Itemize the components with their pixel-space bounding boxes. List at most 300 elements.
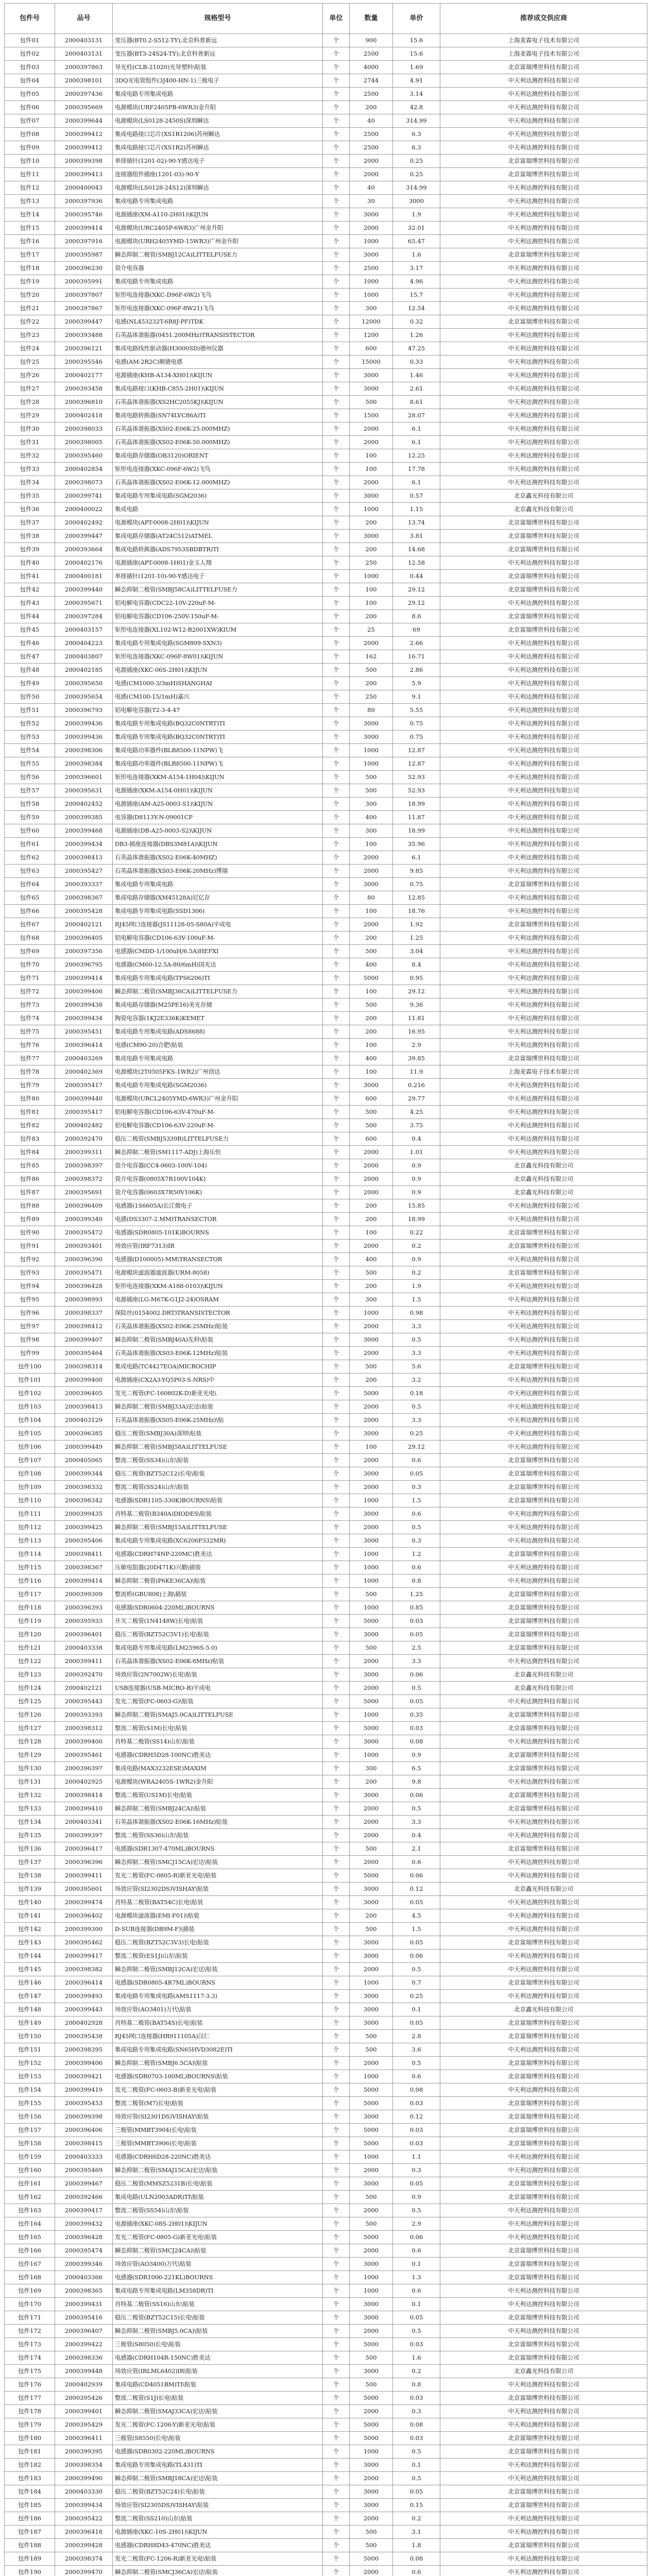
cell-unit: 个: [323, 1816, 350, 1829]
cell-package-no: 包件94: [5, 1280, 55, 1293]
cell-spec-model: 电感器(CDRH5D28-100NC)胜美达: [113, 1749, 323, 1762]
cell-item-code: 2000399340: [55, 1213, 113, 1226]
cell-recommended-supplier: 北京富瑞博世科技有限公司: [440, 1708, 647, 1722]
table-row: [5, 2459, 647, 2472]
cell-quantity: 500: [350, 784, 393, 798]
cell-quantity: 5000: [350, 2338, 393, 2351]
cell-unit-price: 0.6: [393, 2284, 440, 2298]
cell-item-code: 2000396405: [55, 1387, 113, 1400]
cell-recommended-supplier: 北京富瑞博世科技有限公司: [440, 1762, 647, 1775]
cell-item-code: 2000402121: [55, 918, 113, 931]
cell-item-code: 2000396401: [55, 1628, 113, 1641]
cell-unit: 个: [323, 2445, 350, 2459]
table-row: [5, 1494, 647, 1507]
cell-package-no: 包件176: [5, 2378, 55, 2392]
cell-unit: 个: [323, 1132, 350, 1146]
cell-recommended-supplier: 中天利达测控科技有限公司: [440, 449, 647, 463]
cell-unit: 个: [323, 342, 350, 355]
cell-unit-price: 1.2: [393, 1548, 440, 1561]
cell-quantity: 3000: [350, 382, 393, 396]
cell-quantity: 5000: [350, 2124, 393, 2137]
cell-unit: 个: [323, 1065, 350, 1079]
cell-item-code: 2000398397: [55, 1159, 113, 1173]
cell-item-code: 2000402492: [55, 516, 113, 530]
cell-unit-price: 11.9: [393, 1065, 440, 1079]
table-row: [5, 382, 647, 396]
cell-spec-model: 铝电解电容器(T2-3-4-47: [113, 704, 323, 717]
table-row: [5, 369, 647, 382]
cell-spec-model: 电感器(SDR0703-100ML)BOURNS\贴装: [113, 2070, 323, 2083]
cell-unit: 个: [323, 2204, 350, 2217]
cell-quantity: 40: [350, 181, 393, 195]
table-row: [5, 181, 647, 195]
cell-package-no: 包件66: [5, 905, 55, 918]
cell-item-code: 2000398395: [55, 2043, 113, 2057]
header-unit: 单位: [323, 4, 350, 34]
cell-item-code: 2000397867: [55, 302, 113, 315]
cell-package-no: 包件88: [5, 1199, 55, 1213]
table-row: [5, 2137, 647, 2150]
cell-spec-model: 场效应管(SI2301DS)VISHAY\贴装: [113, 2110, 323, 2124]
cell-package-no: 包件96: [5, 1307, 55, 1320]
cell-package-no: 包件99: [5, 1347, 55, 1360]
cell-unit-price: 2.66: [393, 637, 440, 650]
cell-package-no: 包件173: [5, 2338, 55, 2351]
cell-unit: 个: [323, 1146, 350, 1159]
table-row: [5, 1039, 647, 1052]
cell-recommended-supplier: 北京富瑞博世科技有限公司: [440, 570, 647, 583]
cell-recommended-supplier: 北京富瑞博世科技有限公司: [440, 1749, 647, 1762]
cell-spec-model: 石英晶体谐振器(XS02-E06K-12.000MHZ): [113, 476, 323, 489]
cell-quantity: 1000: [350, 2070, 393, 2083]
cell-spec-model: 集成电路专用集成电路: [113, 195, 323, 208]
cell-package-no: 包件68: [5, 931, 55, 945]
table-row: [5, 985, 647, 998]
cell-unit: 个: [323, 690, 350, 704]
cell-unit: 个: [323, 1374, 350, 1387]
cell-unit-price: 29.12: [393, 583, 440, 597]
cell-spec-model: 电感器(CDRH8D43-470NC)胜美达: [113, 2539, 323, 2552]
cell-recommended-supplier: 中天利达测控科技有限公司: [440, 690, 647, 704]
table-row: [5, 2298, 647, 2311]
table-row: [5, 637, 647, 650]
cell-spec-model: 电感(CM1000-3/3mH)SHANGHAI: [113, 677, 323, 690]
cell-package-no: 包件102: [5, 1387, 55, 1400]
cell-recommended-supplier: 中天利达测控科技有限公司: [440, 2378, 647, 2392]
cell-unit: 个: [323, 891, 350, 905]
cell-unit: 个: [323, 1253, 350, 1266]
table-row: [5, 2432, 647, 2445]
cell-recommended-supplier: 北京富瑞博世科技有限公司: [440, 168, 647, 181]
cell-recommended-supplier: 中天利达测控科技有限公司: [440, 114, 647, 128]
cell-unit-price: 0.6: [393, 2244, 440, 2258]
cell-quantity: 5000: [350, 972, 393, 985]
cell-unit-price: 3.3: [393, 1414, 440, 1427]
table-row: [5, 931, 647, 945]
cell-spec-model: 瞬态抑制二极管(SMBJ15A)LITTELFUSE: [113, 1521, 323, 1534]
cell-recommended-supplier: 中天利达测控科技有限公司: [440, 731, 647, 744]
cell-package-no: 包件157: [5, 2124, 55, 2137]
cell-spec-model: 稳压二极管(BZT52C5V1)长电\贴装: [113, 1628, 323, 1641]
table-row: [5, 824, 647, 838]
table-row: [5, 1521, 647, 1534]
cell-unit: 个: [323, 2030, 350, 2043]
cell-unit-price: 2.9: [393, 1039, 440, 1052]
cell-quantity: 2000: [350, 851, 393, 865]
cell-unit: 个: [323, 422, 350, 436]
cell-recommended-supplier: 中天利达测控科技有限公司: [440, 1856, 647, 1869]
table-row: [5, 2070, 647, 2083]
cell-unit-price: 0.12: [393, 2110, 440, 2124]
cell-quantity: 1000: [350, 1574, 393, 1588]
cell-item-code: 2000398354: [55, 2459, 113, 2472]
cell-item-code: 2000402418: [55, 409, 113, 422]
cell-unit: 个: [323, 757, 350, 771]
cell-unit-price: 0.2: [393, 2512, 440, 2526]
cell-unit: 个: [323, 195, 350, 208]
cell-quantity: 200: [350, 1280, 393, 1293]
cell-quantity: 3000: [350, 2258, 393, 2271]
cell-package-no: 包件48: [5, 664, 55, 677]
cell-quantity: 200: [350, 543, 393, 556]
cell-quantity: 3000: [350, 530, 393, 543]
cell-item-code: 2000398306: [55, 744, 113, 757]
cell-item-code: 2000395469: [55, 2164, 113, 2177]
cell-spec-model: 电源插座(LG-M67K-G1J2-24)OSRAM: [113, 1293, 323, 1307]
table-row: [5, 1159, 647, 1173]
cell-quantity: 200: [350, 1213, 393, 1226]
cell-package-no: 包件75: [5, 1025, 55, 1039]
cell-unit-price: 0.3: [393, 2405, 440, 2418]
cell-item-code: 2000395429: [55, 2418, 113, 2432]
cell-recommended-supplier: 北京富瑞博世科技有限公司: [440, 1454, 647, 1467]
cell-unit: 个: [323, 1333, 350, 1347]
table-row: [5, 2392, 647, 2405]
cell-spec-model: 铝电解电容器(CD106-63V-220uF-M-: [113, 1119, 323, 1132]
cell-unit: 个: [323, 1414, 350, 1427]
table-row: [5, 1561, 647, 1574]
table-row: [5, 2016, 647, 2030]
cell-unit: 个: [323, 905, 350, 918]
table-row: [5, 556, 647, 570]
cell-package-no: 包件61: [5, 838, 55, 851]
cell-unit-price: 9.36: [393, 998, 440, 1012]
cell-unit: 个: [323, 972, 350, 985]
cell-package-no: 包件23: [5, 329, 55, 342]
cell-unit-price: 0.03: [393, 1615, 440, 1628]
cell-unit: 个: [323, 1467, 350, 1481]
cell-unit-price: 2.5: [393, 1641, 440, 1655]
cell-quantity: 100: [350, 1065, 393, 1079]
cell-unit-price: 29.12: [393, 597, 440, 610]
cell-quantity: 5000: [350, 2097, 393, 2110]
table-row: [5, 623, 647, 637]
cell-item-code: 2000395451: [55, 1025, 113, 1039]
cell-unit: 个: [323, 1092, 350, 1106]
cell-recommended-supplier: 中天利达测控科技有限公司: [440, 838, 647, 851]
cell-unit-price: 6.1: [393, 851, 440, 865]
cell-spec-model: 石英晶体谐振器(XS02-E06K-40MHZ): [113, 851, 323, 865]
cell-spec-model: 导光柱(CLB-21020)光导塑料\贴装: [113, 61, 323, 74]
cell-package-no: 包件01: [5, 34, 55, 47]
cell-package-no: 包件06: [5, 101, 55, 114]
cell-spec-model: 整流二极管(SS24)山东\贴装: [113, 1481, 323, 1494]
cell-recommended-supplier: 北京富瑞博世科技有限公司: [440, 1467, 647, 1481]
cell-quantity: 3000: [350, 2003, 393, 2016]
cell-item-code: 2000399395: [55, 2445, 113, 2459]
cell-recommended-supplier: 北京富瑞博世科技有限公司: [440, 1226, 647, 1240]
cell-spec-model: 电感(CM100-15/1mH)嘉兴: [113, 690, 323, 704]
cell-unit-price: 8.4: [393, 958, 440, 972]
table-row: [5, 1909, 647, 1923]
cell-package-no: 包件174: [5, 2351, 55, 2365]
cell-recommended-supplier: 中天利达测控科技有限公司: [440, 1374, 647, 1387]
cell-spec-model: 石英晶体谐振器(XS03-E06K-12MHz)贴装: [113, 1347, 323, 1360]
cell-package-no: 包件72: [5, 985, 55, 998]
cell-package-no: 包件129: [5, 1749, 55, 1762]
table-row: [5, 2204, 647, 2217]
cell-unit: 个: [323, 1883, 350, 1896]
table-row: [5, 1548, 647, 1561]
cell-recommended-supplier: 中天利达测控科技有限公司: [440, 369, 647, 382]
cell-unit-price: 0.9: [393, 1186, 440, 1199]
cell-spec-model: 三极管(MMBT3906)长电\贴装: [113, 2137, 323, 2150]
cell-recommended-supplier: 北京富瑞博世科技有限公司: [440, 2191, 647, 2204]
cell-item-code: 2000396795: [55, 958, 113, 972]
table-row: [5, 1963, 647, 1976]
cell-spec-model: 整流二极管(SS34)山东\贴装: [113, 1454, 323, 1467]
cell-item-code: 2000398415: [55, 2137, 113, 2150]
cell-item-code: 2000398374: [55, 2552, 113, 2566]
cell-unit-price: 1.3: [393, 2271, 440, 2284]
cell-unit-price: 0.57: [393, 489, 440, 503]
cell-unit: 个: [323, 824, 350, 838]
cell-unit: 个: [323, 2043, 350, 2057]
cell-unit-price: 0.25: [393, 168, 440, 181]
cell-package-no: 包件79: [5, 1079, 55, 1092]
cell-spec-model: 电感(NL453232T-6R8J-PF)TDK: [113, 315, 323, 329]
cell-package-no: 包件180: [5, 2432, 55, 2445]
cell-item-code: 2000398337: [55, 1307, 113, 1320]
cell-package-no: 包件63: [5, 865, 55, 878]
cell-unit-price: 1.92: [393, 918, 440, 931]
cell-recommended-supplier: 中天利达测控科技有限公司: [440, 476, 647, 489]
cell-package-no: 包件139: [5, 1883, 55, 1896]
cell-spec-model: 矩形电连接器(XKC-096F-6W2)飞鸟: [113, 463, 323, 476]
cell-item-code: 2000398384: [55, 757, 113, 771]
table-row: [5, 1923, 647, 1936]
table-row: [5, 891, 647, 905]
cell-unit-price: 35.96: [393, 838, 440, 851]
cell-unit: 个: [323, 1307, 350, 1320]
cell-unit-price: 0.6: [393, 2070, 440, 2083]
cell-recommended-supplier: 中天利达测控科技有限公司: [440, 1400, 647, 1414]
cell-unit: 个: [323, 355, 350, 369]
table-row: [5, 1012, 647, 1025]
cell-recommended-supplier: 中天利达测控科技有限公司: [440, 422, 647, 436]
cell-unit: 个: [323, 637, 350, 650]
cell-item-code: 2000395631: [55, 784, 113, 798]
cell-item-code: 2000399414: [55, 222, 113, 235]
cell-package-no: 包件160: [5, 2164, 55, 2177]
cell-unit: 个: [323, 1789, 350, 1802]
cell-unit: 个: [323, 329, 350, 342]
cell-recommended-supplier: 北京富瑞博世科技有限公司: [440, 315, 647, 329]
table-row: [5, 235, 647, 248]
cell-spec-model: 稳压二极管(BZT52C24)长电\贴装: [113, 2485, 323, 2499]
cell-quantity: 5000: [350, 2137, 393, 2150]
cell-unit: 个: [323, 1749, 350, 1762]
cell-recommended-supplier: 中天利达测控科技有限公司: [440, 2325, 647, 2338]
cell-quantity: 2500: [350, 47, 393, 61]
cell-recommended-supplier: 北京富瑞博世科技有限公司: [440, 2258, 647, 2271]
cell-unit: 个: [323, 1588, 350, 1601]
cell-quantity: 1000: [350, 2445, 393, 2459]
table-row: [5, 2445, 647, 2459]
cell-recommended-supplier: 中天利达测控科技有限公司: [440, 1990, 647, 2003]
cell-spec-model: 电源模块(URH2405YMD-15WR3)广州金升阳: [113, 235, 323, 248]
table-row: [5, 2124, 647, 2137]
table-row: [5, 1655, 647, 1668]
cell-recommended-supplier: 中天利达测控科技有限公司: [440, 744, 647, 757]
table-row: [5, 1199, 647, 1213]
cell-unit-price: 0.9: [393, 2191, 440, 2204]
cell-spec-model: RJ45网口连接器(JS11128-05-S80A)宇成电: [113, 918, 323, 931]
cell-package-no: 包件71: [5, 972, 55, 985]
cell-unit-price: 1.46: [393, 369, 440, 382]
cell-item-code: 2000398073: [55, 476, 113, 489]
cell-package-no: 包件04: [5, 74, 55, 88]
cell-item-code: 2000396396: [55, 1856, 113, 1869]
cell-spec-model: 铝电解电容器(CD106-250V-150uF-M-: [113, 610, 323, 623]
cell-recommended-supplier: 中天利达测控科技有限公司: [440, 1199, 647, 1213]
cell-unit-price: 0.33: [393, 355, 440, 369]
cell-quantity: 1000: [350, 1749, 393, 1762]
table-row: [5, 329, 647, 342]
cell-unit-price: 1.25: [393, 1588, 440, 1601]
cell-unit: 个: [323, 1266, 350, 1280]
cell-quantity: 3000: [350, 1896, 393, 1909]
cell-spec-model: 集成电路专用集成电路(AMS1117-3.3): [113, 1990, 323, 2003]
table-row: [5, 114, 647, 128]
cell-recommended-supplier: 北京富瑞博世科技有限公司: [440, 1481, 647, 1494]
cell-unit-price: 12.54: [393, 302, 440, 315]
cell-item-code: 2000402177: [55, 369, 113, 382]
cell-spec-model: 稳压二极管(BZT52C12)长电\贴装: [113, 1467, 323, 1481]
cell-package-no: 包件70: [5, 958, 55, 972]
cell-quantity: 3000: [350, 1079, 393, 1092]
cell-spec-model: 集成电路专用集成电路(SGM2036): [113, 489, 323, 503]
cell-recommended-supplier: 中天利达测控科技有限公司: [440, 1092, 647, 1106]
cell-package-no: 包件15: [5, 222, 55, 235]
table-row: [5, 275, 647, 289]
cell-quantity: 3000: [350, 1936, 393, 1950]
cell-unit-price: 0.3: [393, 2164, 440, 2177]
cell-unit-price: 0.25: [393, 155, 440, 168]
cell-package-no: 包件152: [5, 2057, 55, 2070]
cell-quantity: 5000: [350, 1615, 393, 1628]
cell-item-code: 2000398005: [55, 436, 113, 449]
cell-unit-price: 0.5: [393, 1802, 440, 1816]
cell-package-no: 包件95: [5, 1293, 55, 1307]
cell-recommended-supplier: 北京富瑞博世科技有限公司: [440, 1722, 647, 1735]
cell-unit: 个: [323, 744, 350, 757]
cell-item-code: 2000395460: [55, 449, 113, 463]
cell-spec-model: 集成电路存储器(XM45128A)尼亿存: [113, 891, 323, 905]
cell-spec-model: 电源插座(DB-A25-0003-S2)\KIJUN: [113, 824, 323, 838]
cell-unit: 个: [323, 2016, 350, 2030]
table-row: [5, 1507, 647, 1521]
table-row: [5, 1628, 647, 1641]
cell-item-code: 2000399428: [55, 2539, 113, 2552]
cell-package-no: 包件112: [5, 1521, 55, 1534]
cell-item-code: 2000392466: [55, 2191, 113, 2204]
cell-item-code: 2000396417: [55, 1842, 113, 1856]
cell-unit: 个: [323, 530, 350, 543]
table-row: [5, 1320, 647, 1333]
table-row: [5, 1280, 647, 1293]
cell-quantity: 2000: [350, 1320, 393, 1333]
cell-quantity: 3000: [350, 1467, 393, 1481]
cell-quantity: 3000: [350, 1333, 393, 1347]
cell-recommended-supplier: 北京富瑞博世科技有限公司: [440, 155, 647, 168]
cell-quantity: 12000: [350, 315, 393, 329]
cell-package-no: 包件154: [5, 2083, 55, 2097]
cell-unit-price: 0.12: [393, 1883, 440, 1896]
cell-quantity: 2000: [350, 436, 393, 449]
cell-package-no: 包件74: [5, 1012, 55, 1025]
cell-package-no: 包件165: [5, 2231, 55, 2244]
cell-quantity: 500: [350, 771, 393, 784]
cell-recommended-supplier: 北京富瑞博世科技有限公司: [440, 2070, 647, 2083]
cell-unit: 个: [323, 235, 350, 248]
table-row: [5, 1990, 647, 2003]
cell-quantity: 100: [350, 985, 393, 998]
cell-quantity: 500: [350, 2378, 393, 2392]
cell-spec-model: 整流二极管(SS36)山东\贴装: [113, 1829, 323, 1842]
table-row: [5, 1588, 647, 1601]
cell-quantity: 3000: [350, 2311, 393, 2325]
cell-unit: 个: [323, 1615, 350, 1628]
cell-unit-price: 0.8: [393, 2378, 440, 2392]
cell-unit: 个: [323, 2392, 350, 2405]
cell-recommended-supplier: 北京富瑞博世科技有限公司: [440, 2539, 647, 2552]
table-row: [5, 958, 647, 972]
cell-unit-price: 1.9: [393, 208, 440, 222]
cell-package-no: 包件120: [5, 1628, 55, 1641]
cell-recommended-supplier: 中天利达测控科技有限公司: [440, 2405, 647, 2418]
cell-recommended-supplier: 北京富瑞博世科技有限公司: [440, 2244, 647, 2258]
cell-quantity: 200: [350, 516, 393, 530]
cell-unit-price: 0.1: [393, 2298, 440, 2311]
cell-unit-price: 1.5: [393, 1293, 440, 1307]
cell-spec-model: 变压器(BT3-24S24-TY);北京科普新远: [113, 47, 323, 61]
cell-unit-price: 0.05: [393, 2177, 440, 2191]
cell-unit: 个: [323, 2405, 350, 2418]
cell-spec-model: 肖特基二极管(BAT54C)长电\贴装: [113, 1896, 323, 1909]
cell-recommended-supplier: 中天利达测控科技有限公司: [440, 1347, 647, 1360]
cell-package-no: 包件98: [5, 1333, 55, 1347]
cell-unit: 个: [323, 141, 350, 155]
cell-unit: 个: [323, 155, 350, 168]
cell-recommended-supplier: 中天利达测控科技有限公司: [440, 1387, 647, 1400]
cell-unit: 个: [323, 1655, 350, 1668]
cell-unit-price: 0.3: [393, 1481, 440, 1494]
cell-spec-model: 发光二极管(FC-160802K-D)新亚光电\: [113, 1387, 323, 1400]
cell-spec-model: 电感器(SDR0604-220ML)BOURNS: [113, 1601, 323, 1615]
cell-recommended-supplier: 中天利达测控科技有限公司: [440, 1440, 647, 1454]
cell-unit: 个: [323, 1534, 350, 1548]
